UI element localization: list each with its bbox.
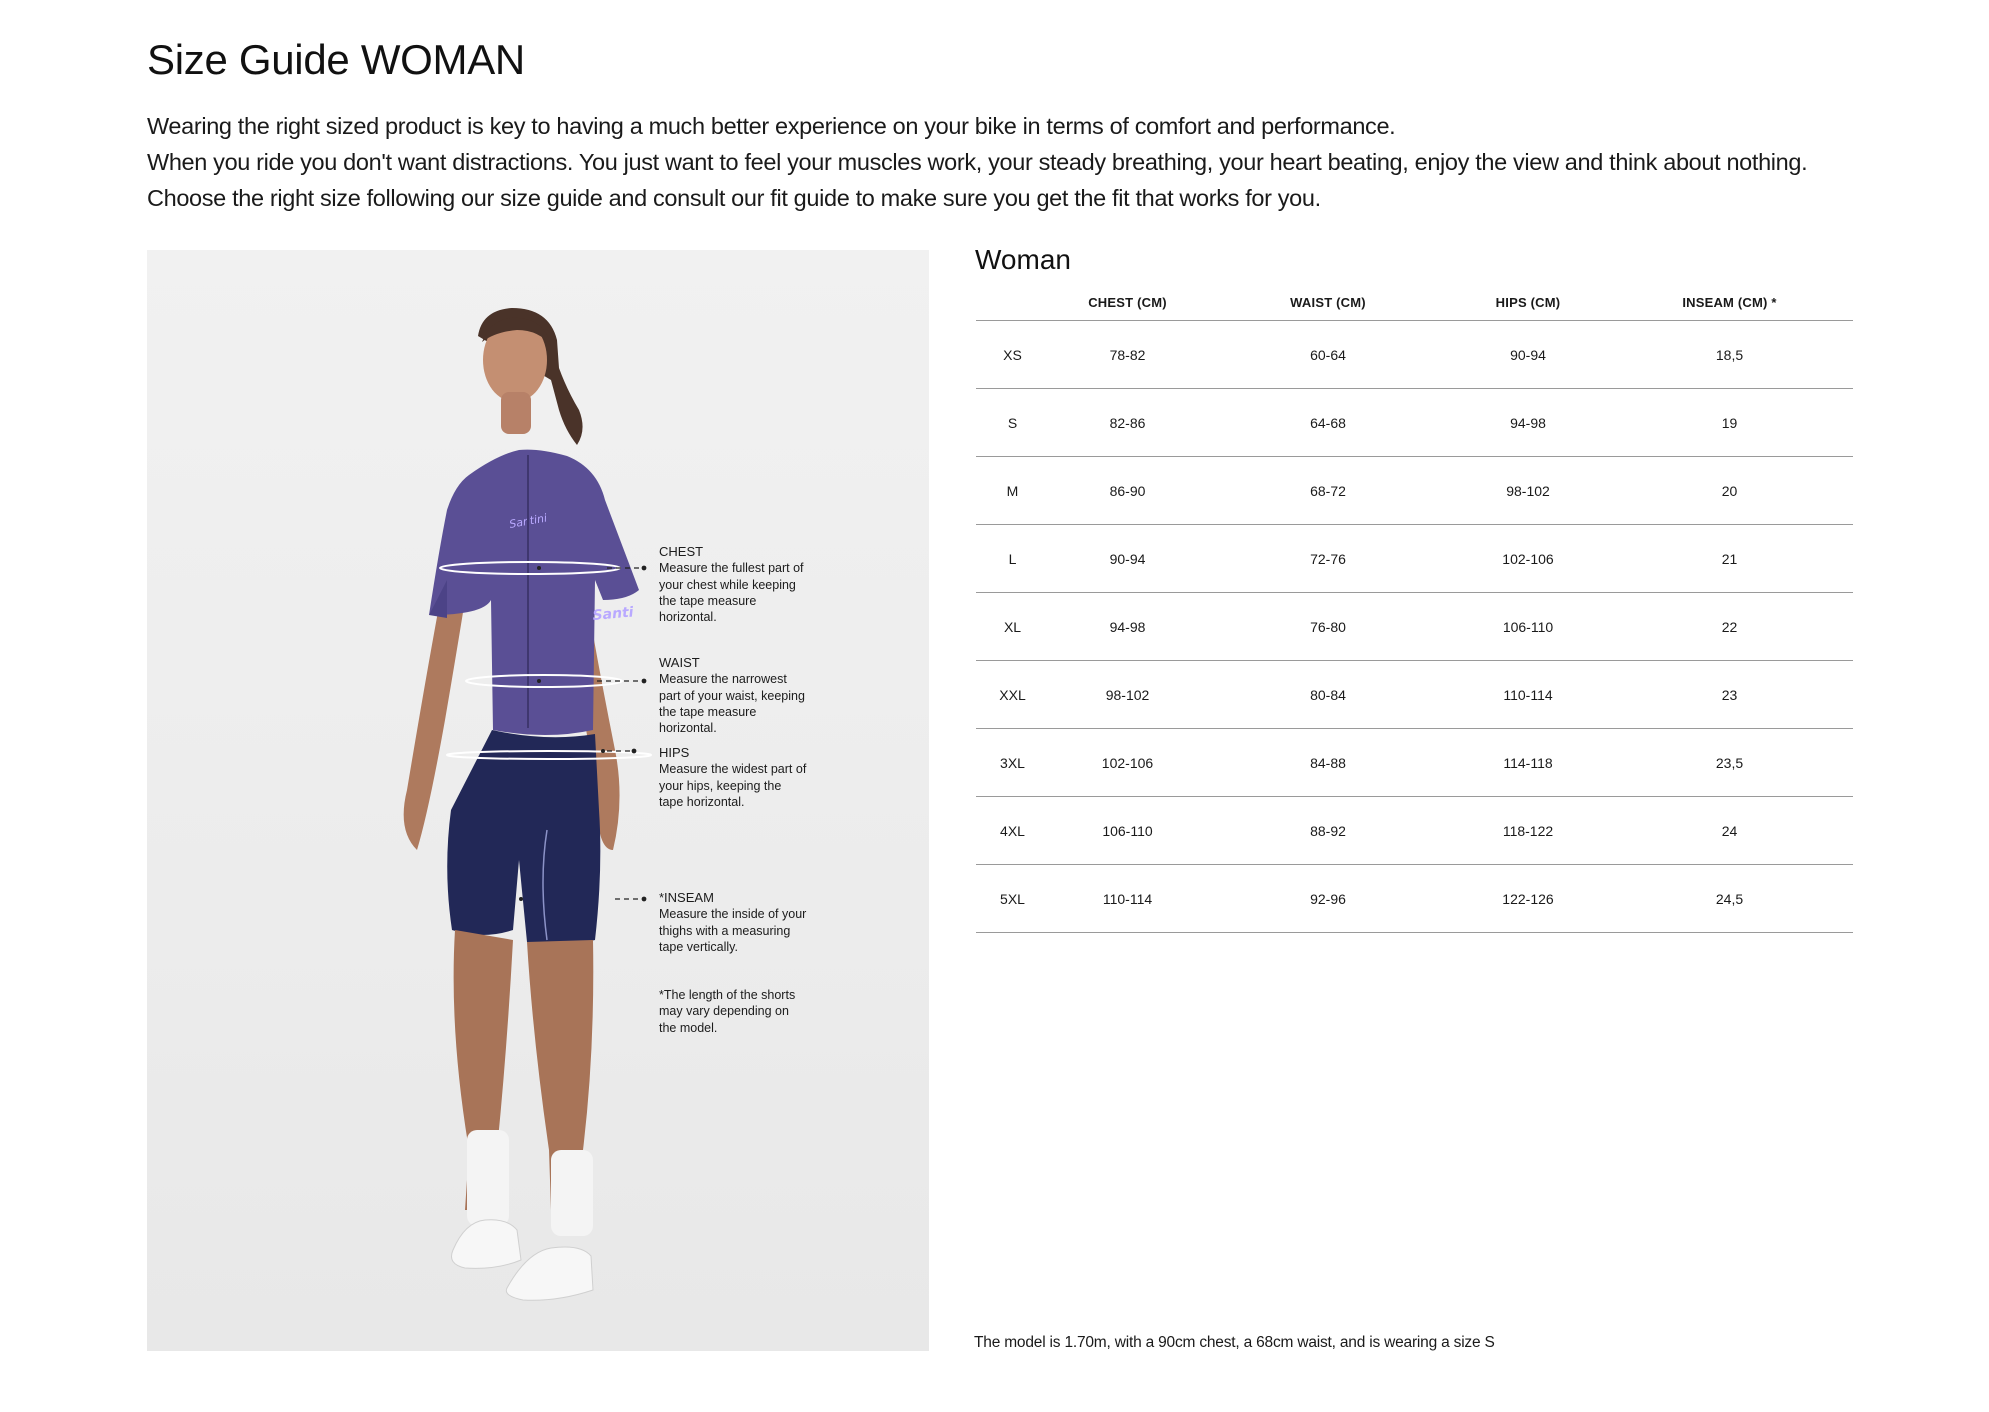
header-chest: CHEST (CM) [1088, 294, 1167, 310]
chest-cell: 82-86 [1109, 414, 1146, 431]
waist-cell: 84-88 [1310, 754, 1346, 771]
intro-text [147, 108, 1907, 216]
hips-description: Measure the widest part of your hips, keeping the tape horizontal. [659, 762, 807, 809]
chest-heading: CHEST [659, 544, 704, 559]
hips-cell: 94-98 [1510, 414, 1546, 431]
table-row [976, 661, 1853, 729]
hips-annotation [659, 745, 809, 810]
waist-cell: 60-64 [1310, 346, 1346, 363]
header-inseam: INSEAM (CM) * [1682, 294, 1777, 310]
page-title: Size Guide WOMAN [147, 36, 525, 83]
model-note: The model is 1.70m, with a 90cm chest, a 68cm waist, and is wearing a size S [974, 1334, 1495, 1351]
chest-cell: 94-98 [1109, 618, 1146, 635]
hips-cell: 122-126 [1502, 890, 1554, 907]
neck [501, 392, 531, 434]
size-cell: XS [1003, 346, 1022, 363]
waist-description: Measure the narrowest part of your waist, keeping the tape measure horizontal. [659, 672, 805, 736]
inseam-cell: 23 [1721, 686, 1738, 703]
table-row [976, 593, 1853, 661]
size-cell: M [1006, 482, 1019, 499]
inseam-cell: 24 [1721, 822, 1738, 839]
inseam-cell: 22 [1721, 618, 1738, 635]
size-cell: 5XL [1000, 890, 1025, 907]
size-cell: XXL [999, 686, 1026, 703]
waist-cell: 88-92 [1310, 822, 1346, 839]
left-sock [467, 1130, 509, 1226]
chest-annotation [659, 544, 809, 625]
svg-text:Santi: Santi [591, 604, 635, 624]
table-row [976, 321, 1853, 389]
chest-cell: 106-110 [1102, 822, 1153, 839]
size-cell: 3XL [1000, 754, 1025, 771]
model-figure [147, 250, 929, 1351]
inseam-cell: 23,5 [1715, 754, 1744, 771]
waist-heading: WAIST [659, 655, 700, 670]
waist-cell: 80-84 [1310, 686, 1346, 703]
table-title: Woman [975, 244, 1071, 275]
waist-cell: 92-96 [1310, 890, 1346, 907]
size-cell: 4XL [1000, 822, 1025, 839]
header-waist: WAIST (CM) [1290, 294, 1366, 310]
chest-cell: 78-82 [1109, 346, 1146, 363]
chest-cell: 90-94 [1109, 550, 1146, 567]
inseam-description: Measure the inside of your thighs with a measuring tape vertically. [659, 907, 807, 954]
intro-line: Wearing the right sized product is key to having a much better experience on your bike in terms of comfort and performance. [147, 113, 1396, 139]
size-cell: L [1008, 550, 1017, 567]
inseam-footnote: *The length of the shorts may vary depending on the model. [659, 988, 796, 1035]
hips-cell: 110-114 [1503, 686, 1553, 703]
hips-cell: 114-118 [1503, 754, 1553, 771]
inseam-cell: 18,5 [1715, 346, 1744, 363]
hips-cell: 106-110 [1502, 618, 1554, 635]
table-row [976, 797, 1853, 865]
model-photo [147, 250, 929, 1351]
inseam-cell: 24,5 [1715, 890, 1744, 907]
waist-cell: 64-68 [1310, 414, 1346, 431]
shorts [447, 730, 600, 946]
table-row [976, 389, 1853, 457]
hips-cell: 102-106 [1502, 550, 1554, 567]
left-shoe [452, 1220, 522, 1269]
chest-description: Measure the fullest part of your chest while keeping the tape measure horizontal. [659, 561, 804, 625]
hips-cell: 118-122 [1502, 822, 1554, 839]
inseam-cell: 20 [1721, 482, 1738, 499]
right-sock [551, 1150, 593, 1236]
size-table [976, 264, 1853, 933]
intro-line: Choose the right size following our size guide and consult our fit guide to make sure you get the fit that works for you. [147, 185, 1321, 211]
inseam-heading: *INSEAM [659, 890, 714, 905]
hips-cell: 90-94 [1510, 346, 1546, 363]
inseam-annotation [659, 890, 809, 955]
chest-cell: 110-114 [1102, 890, 1153, 907]
table-row [976, 457, 1853, 525]
hips-heading: HIPS [659, 745, 690, 760]
header-hips: HIPS (CM) [1495, 294, 1561, 310]
waist-annotation [659, 655, 809, 736]
chest-cell: 86-90 [1109, 482, 1146, 499]
hips-cell: 98-102 [1506, 482, 1550, 499]
table-header [976, 264, 1853, 321]
jersey [429, 450, 639, 735]
svg-text:Santini: Santini [508, 511, 549, 531]
table-row [976, 525, 1853, 593]
inseam-cell: 19 [1721, 414, 1738, 431]
waist-cell: 68-72 [1310, 482, 1346, 499]
intro-line: When you ride you don't want distractions. You just want to feel your muscles work, your steady breathing, your heart beating, enjoy the view and think about nothing. [147, 149, 1808, 175]
size-cell: XL [1003, 618, 1022, 635]
waist-cell: 72-76 [1310, 550, 1346, 567]
inseam-cell: 21 [1721, 550, 1738, 567]
table-row [976, 865, 1853, 933]
chest-cell: 98-102 [1105, 686, 1150, 703]
table-row [976, 729, 1853, 797]
chest-cell: 102-106 [1101, 754, 1154, 771]
size-cell: S [1007, 414, 1018, 431]
header-size [976, 282, 1049, 302]
waist-cell: 76-80 [1310, 618, 1346, 635]
